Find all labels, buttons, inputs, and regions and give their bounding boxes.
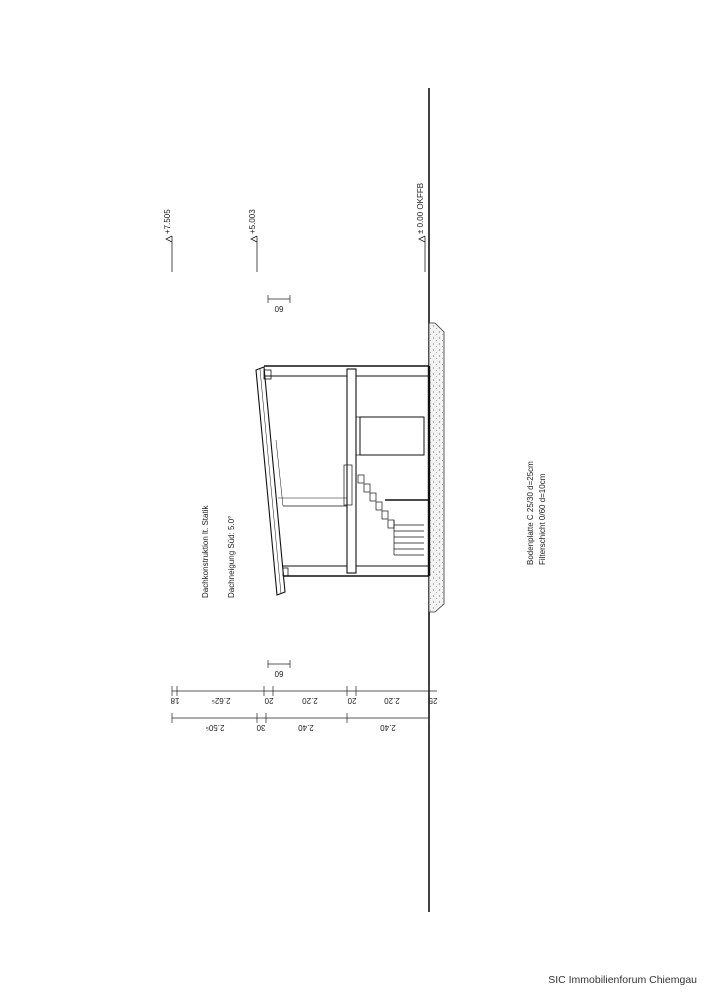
dim-label: 2.50⁵	[205, 723, 225, 732]
dim-label: 30	[256, 723, 266, 732]
window-opening	[360, 417, 424, 455]
dim-label: 20	[347, 696, 357, 705]
intermediate-slab	[347, 369, 356, 573]
dim-label: 18	[170, 696, 180, 705]
level-marker-ground	[419, 236, 425, 272]
dim-label: 2.40	[380, 723, 396, 732]
filter-layer-note: Filterschicht 0/60 d=10cm	[538, 473, 547, 565]
dim-label: 20	[264, 696, 274, 705]
foundation-slab	[429, 323, 444, 612]
dim-label: 2.62⁵	[211, 696, 231, 705]
footer-credit: SIC Immobilienforum Chiemgau	[548, 974, 697, 986]
dimension-chain-inner	[172, 686, 437, 696]
dim-label: 2.20	[384, 696, 400, 705]
dim-label: 25	[428, 696, 438, 705]
level-marker-roof	[251, 236, 257, 272]
roof-pitch-note: Dachneigung Süd: 5.0°	[227, 515, 236, 598]
level-label-ground: ± 0.00 OKFFB	[416, 182, 425, 234]
level-marker-upper	[166, 236, 172, 272]
dimension-chain-outer	[172, 713, 429, 723]
dim-label: 2.40	[298, 723, 314, 732]
floor-slab-note: Bodenplatte C 25/30 d=25cm	[526, 461, 535, 565]
roof-construction-note: Dachkonstruktion lt. Statik	[201, 505, 210, 598]
dim-overhang-top	[268, 295, 290, 303]
building-section	[256, 366, 429, 595]
level-label-roof: +5.003	[248, 209, 257, 234]
dim-label-overhang-bottom: 60	[274, 669, 284, 678]
stair	[344, 465, 429, 555]
level-label-upper: +7.505	[163, 209, 172, 234]
dim-label: 2.20	[302, 696, 318, 705]
dim-label-overhang-top: 60	[274, 304, 284, 313]
dim-overhang-bottom	[268, 660, 290, 668]
